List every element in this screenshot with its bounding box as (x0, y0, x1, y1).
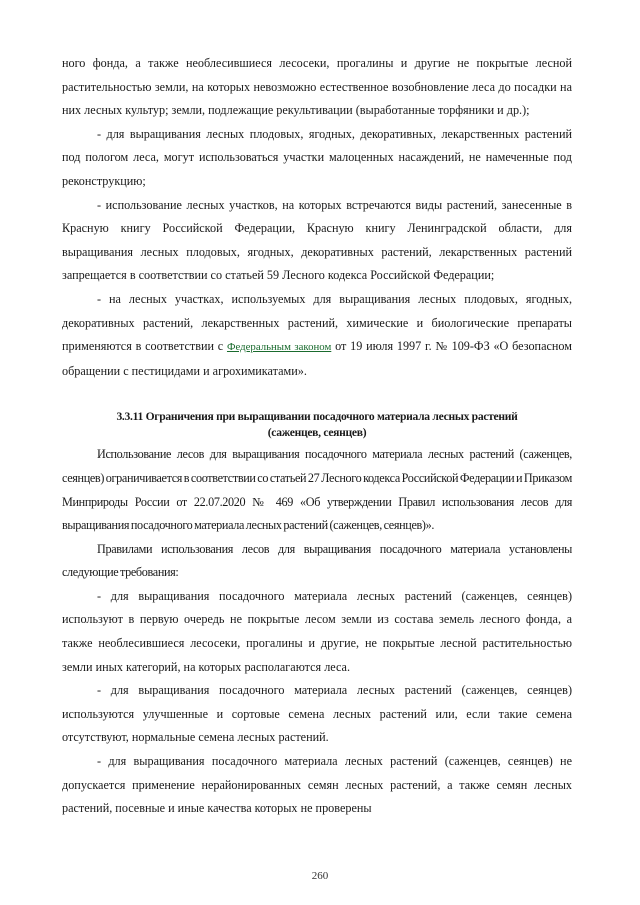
paragraph-8: - для выращивания посадочного материала лесных растений (саженцев, сеянцев) не допускается применение нерайонированных семян лесных растений, а также семян лесных растений, посевные и иные качества которых не проверены (62, 754, 572, 816)
section-heading (62, 409, 572, 441)
page-number: 260 (311, 870, 329, 882)
paragraph-2: - использование лесных участков, на которых встречаются виды растений, занесенные в Красную книгу Российской Федерации, Красную книгу Ленинградской области, для выращивания лесных плодовых, ягодных, декоративных растений, лекарственных растений запрещается в соответствии со статьей 59 Лесного кодекса Российской Федерации; (62, 197, 572, 283)
section-heading-line1: 3.3.11 Ограничения при выращивании посадочного материала лесных растений (116, 410, 518, 424)
paragraph-3-text-a: - на лесных участках, используемых для выращивания лесных плодовых, ягодных, декоративных растений, лекарственных растений, химические и биологические препараты применяются в соответствии с (62, 291, 572, 354)
paragraph-1: - для выращивания лесных плодовых, ягодных, декоративных, лекарственных растений под пологом леса, могут использоваться участки малоценных насаждений, не намеченные под реконструкцию; (62, 126, 572, 188)
paragraph-7: - для выращивания посадочного материала лесных растений (саженцев, сеянцев) используются улучшенные и сортовые семена лесных растений или, если такие семена отсутствуют, нормальные семена лесных растений. (62, 683, 572, 745)
section-heading-line2: (саженцев, сеянцев) (267, 426, 367, 440)
federal-law-link[interactable]: Федеральным законом (226, 341, 332, 354)
document-page (62, 52, 572, 821)
paragraph-4: Использование лесов для выращивания посадочного материала лесных растений (саженцев, сеянцев) ограничивается в соответствии со статьей 27 Лесного кодекса Российской Федерации и Приказом Минприроды России от 22.07.2020 № 469 «Об утверждении Правил использования лесов для выращивания посадочного материала лесных растений (саженцев, сеянцев)». (62, 447, 572, 533)
paragraph-3-text-b: от 19 июля 1997 г. № 109-ФЗ «О безопасном обращении с пестицидами и агрохимикатами». (62, 339, 572, 378)
paragraph-intro: ного фонда, а также необлесившиеся лесосеки, прогалины и другие не покрытые лесной растительностью земли, на которых невозможно естественное возобновление леса до посадки на них лесных культур; земли, подлежащие рекультивации (выработанные торфяники и др.); (62, 56, 572, 118)
paragraph-5: Правилами использования лесов для выращивания посадочного материала установлены следующие требования: (62, 541, 572, 580)
paragraph-6: - для выращивания посадочного материала лесных растений (саженцев, сеянцев) используют в первую очередь не покрытые лесом земли из состава земель лесного фонда, а также необлесившиеся лесосеки, прогалины и другие, не покрытые лесной растительностью земли иных категорий, на которых располагаются леса. (62, 588, 572, 674)
paragraph-3 (62, 288, 572, 383)
